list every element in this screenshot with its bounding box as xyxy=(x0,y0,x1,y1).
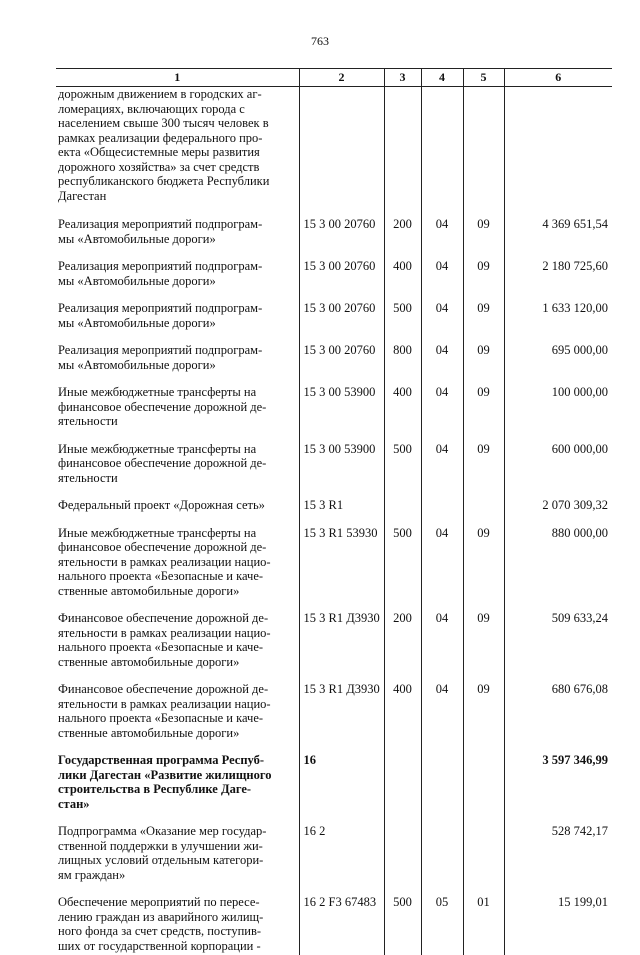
row-pr xyxy=(463,498,504,526)
row-name: Подпрограмма «Оказание мер государ- ственной поддержки в улучшении жи- лищных условий отдельным категори- ям граждан» xyxy=(58,824,267,882)
column-header-amount: 6 xyxy=(504,69,612,87)
table-row xyxy=(56,753,612,824)
row-pr xyxy=(463,87,504,218)
row-code: 15 3 00 20760 xyxy=(299,217,384,259)
row-amount: 680 676,08 xyxy=(504,682,612,753)
budget-table xyxy=(56,68,612,955)
row-rz: 04 xyxy=(421,682,463,753)
row-code: 16 2 F3 67483 xyxy=(299,895,384,955)
row-amount: 2 180 725,60 xyxy=(504,259,612,301)
row-pr: 09 xyxy=(463,385,504,442)
row-amount: 880 000,00 xyxy=(504,526,612,612)
column-header-rz: 4 xyxy=(421,69,463,87)
row-rz: 04 xyxy=(421,301,463,343)
row-pr: 09 xyxy=(463,682,504,753)
row-amount: 600 000,00 xyxy=(504,442,612,499)
row-vr: 500 xyxy=(384,301,421,343)
row-vr: 400 xyxy=(384,682,421,753)
row-vr xyxy=(384,824,421,895)
table-row xyxy=(56,611,612,682)
row-rz xyxy=(421,87,463,218)
row-pr: 09 xyxy=(463,526,504,612)
row-name: Финансовое обеспечение дорожной де- ятельности в рамках реализации нацио- нального проекта «Безопасные и каче- ственные автомобильные дороги» xyxy=(58,611,271,669)
table-header-row xyxy=(56,69,612,87)
row-code: 16 2 xyxy=(299,824,384,895)
row-rz xyxy=(421,498,463,526)
row-name: дорожным движением в городских аг- ломерациях, включающих города с населением свыше 300 тысяч человек в рамках реализации федерального про- екта «Общесистемные меры развития дорожного хозяйства» за счет средств республиканского бюджета Республики Дагестан xyxy=(58,87,270,203)
row-code: 15 3 R1 Д3930 xyxy=(299,682,384,753)
row-pr xyxy=(463,824,504,895)
row-pr: 09 xyxy=(463,217,504,259)
row-name: Финансовое обеспечение дорожной де- ятельности в рамках реализации нацио- нального проекта «Безопасные и каче- ственные автомобильные дороги» xyxy=(58,682,271,740)
row-amount: 2 070 309,32 xyxy=(504,498,612,526)
row-name: Государственная программа Респуб- лики Дагестан «Развитие жилищного строительства в Республике Даге- стан» xyxy=(58,753,272,811)
row-name: Реализация мероприятий подпрограм- мы «Автомобильные дороги» xyxy=(58,217,263,246)
row-rz: 04 xyxy=(421,611,463,682)
row-rz: 04 xyxy=(421,343,463,385)
row-name: Иные межбюджетные трансферты на финансовое обеспечение дорожной де- ятельности xyxy=(58,385,267,428)
row-rz: 04 xyxy=(421,385,463,442)
row-name: Федеральный проект «Дорожная сеть» xyxy=(58,498,265,512)
row-vr: 200 xyxy=(384,217,421,259)
row-vr xyxy=(384,498,421,526)
row-name: Иные межбюджетные трансферты на финансовое обеспечение дорожной де- ятельности xyxy=(58,441,267,485)
row-rz: 04 xyxy=(421,217,463,259)
row-code: 15 3 R1 Д3930 xyxy=(299,611,384,682)
row-pr: 09 xyxy=(463,259,504,301)
row-vr: 400 xyxy=(384,259,421,301)
row-rz: 04 xyxy=(421,259,463,301)
row-amount: 528 742,17 xyxy=(504,824,612,895)
column-header-code: 2 xyxy=(299,69,384,87)
row-name: Реализация мероприятий подпрограм- мы «Автомобильные дороги» xyxy=(58,343,263,372)
row-vr: 800 xyxy=(384,343,421,385)
row-amount xyxy=(504,87,612,218)
row-name: Реализация мероприятий подпрограм- мы «Автомобильные дороги» xyxy=(58,259,263,288)
row-pr: 09 xyxy=(463,343,504,385)
row-code: 15 3 00 20760 xyxy=(299,259,384,301)
row-vr xyxy=(384,87,421,218)
page-number: 763 xyxy=(311,34,329,48)
row-pr: 09 xyxy=(463,301,504,343)
row-vr: 200 xyxy=(384,611,421,682)
table-row xyxy=(56,498,612,526)
column-header-vr: 3 xyxy=(384,69,421,87)
row-amount: 4 369 651,54 xyxy=(504,217,612,259)
row-amount: 3 597 346,99 xyxy=(504,753,612,824)
row-pr: 09 xyxy=(463,611,504,682)
row-rz xyxy=(421,824,463,895)
row-code xyxy=(299,87,384,218)
row-code: 15 3 00 53900 xyxy=(299,442,384,499)
row-vr: 400 xyxy=(384,385,421,442)
row-rz: 05 xyxy=(421,895,463,955)
row-code: 16 xyxy=(299,753,384,824)
row-amount: 509 633,24 xyxy=(504,611,612,682)
row-name: Реализация мероприятий подпрограм- мы «Автомобильные дороги» xyxy=(58,301,263,330)
table-row xyxy=(56,682,612,753)
table-row xyxy=(56,217,612,259)
row-amount: 100 000,00 xyxy=(504,385,612,442)
table-row xyxy=(56,526,612,612)
row-code: 15 3 R1 53930 xyxy=(299,526,384,612)
row-name: Обеспечение мероприятий по пересе- лению граждан из аварийного жилищ- ного фонда за счет средств, поступив- ших от государственной корпорации - xyxy=(58,895,264,953)
row-vr: 500 xyxy=(384,895,421,955)
table-row xyxy=(56,442,612,499)
row-vr xyxy=(384,753,421,824)
row-code: 15 3 00 20760 xyxy=(299,301,384,343)
row-rz: 04 xyxy=(421,526,463,612)
table-row xyxy=(56,343,612,385)
row-pr xyxy=(463,753,504,824)
row-code: 15 3 R1 xyxy=(299,498,384,526)
row-pr: 01 xyxy=(463,895,504,955)
row-code: 15 3 00 53900 xyxy=(299,385,384,442)
row-rz xyxy=(421,753,463,824)
row-vr: 500 xyxy=(384,526,421,612)
table-row xyxy=(56,301,612,343)
table-row xyxy=(56,259,612,301)
row-pr: 09 xyxy=(463,442,504,499)
column-header-name: 1 xyxy=(56,69,299,87)
row-name: Иные межбюджетные трансферты на финансовое обеспечение дорожной де- ятельности в рамках реализации нацио- нального проекта «Безопасные и каче- ственные автомобильные дороги» xyxy=(58,525,271,598)
row-amount: 695 000,00 xyxy=(504,343,612,385)
row-vr: 500 xyxy=(384,442,421,499)
row-code: 15 3 00 20760 xyxy=(299,343,384,385)
row-amount: 15 199,01 xyxy=(504,895,612,955)
row-amount: 1 633 120,00 xyxy=(504,301,612,343)
table-row xyxy=(56,87,612,218)
table-row xyxy=(56,824,612,895)
row-rz: 04 xyxy=(421,442,463,499)
column-header-pr: 5 xyxy=(463,69,504,87)
table-row xyxy=(56,895,612,955)
table-row xyxy=(56,385,612,442)
